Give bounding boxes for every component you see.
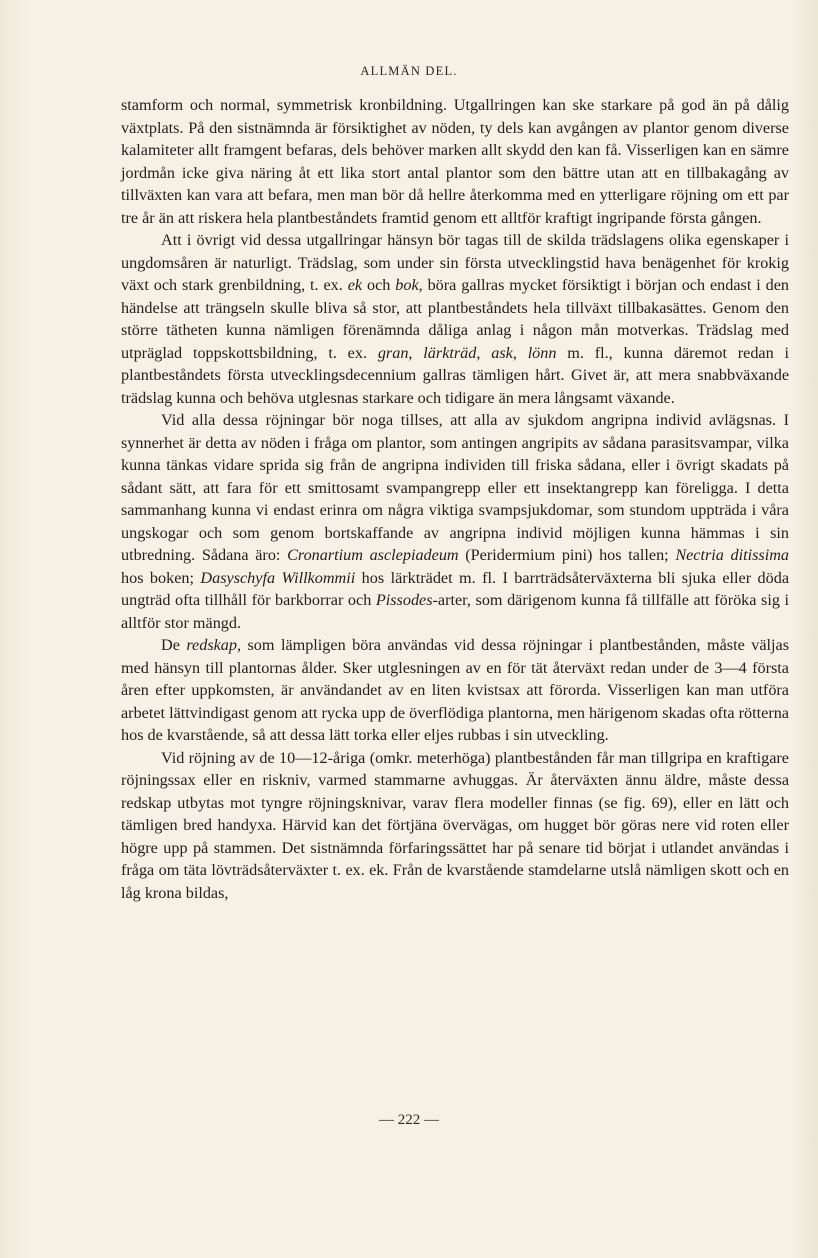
text-run: (Peridermium pini) hos tallen; bbox=[458, 546, 676, 564]
body-text bbox=[121, 94, 789, 904]
text-run: Att i övrigt vid dessa utgallringar hänsyn bör tagas till de skilda trädslagens olika egenskaper i ungdomsåren är naturligt. Trädslag, som under sin första utvecklingstid hava benägenhet för krokig växt och stark grenbildning, t. ex. bbox=[121, 231, 789, 294]
text-run: och bbox=[362, 276, 396, 294]
running-header: ALLMÄN DEL. bbox=[360, 64, 458, 78]
italic-term: ask bbox=[491, 343, 513, 362]
text-run: , bbox=[476, 343, 492, 362]
paragraph bbox=[121, 94, 789, 229]
text-run: hos boken; bbox=[121, 568, 201, 587]
italic-term: bok bbox=[395, 276, 419, 294]
text-run: m. fl., kunna däremot redan i plantbeståndets första utvecklingsdecennium gallras tämligen hårt. Givet är, att mera snabbväxande trädslag kunna och behöva utglesnas starkare och tidigare än mera långsamt växande. bbox=[121, 343, 790, 407]
page-number: — 222 — bbox=[379, 1112, 439, 1128]
paragraph bbox=[121, 229, 789, 409]
italic-term: Cronartium asclepiadeum bbox=[287, 546, 459, 564]
italic-term: lönn bbox=[527, 343, 557, 362]
text-run: , bbox=[408, 343, 424, 362]
italic-term: Nectria ditissima bbox=[675, 546, 790, 564]
paragraph bbox=[121, 409, 789, 634]
italic-term: lärkträd bbox=[423, 343, 477, 362]
italic-term: Dasyschyfa Willkommii bbox=[200, 568, 356, 587]
paragraph bbox=[121, 634, 789, 747]
italic-term: ek bbox=[347, 276, 363, 294]
text-run: stamform och normal, symmetrisk kronbildning. Utgallringen kan ske starkare på god än på dålig växtplats. På den sistnämnda är försiktighet av nöden, ty dels kan avgången av plantor genom diverse kalamiteter allt framgent befaras, dels behöver marken allt skydd den kan få. Visserligen kan en sämre jordmån icke giva näring åt ett lika stort antal plantor som den bättre utan att en tillbakagång av tillväxten kan vara att befara, men man bör då hellre återkomma med en ytterligare röjning om ett par tre år än att riskera hela plantbeståndets framtid genom ett alltför kraftigt ingripande första gången. bbox=[121, 96, 789, 227]
text-run: De bbox=[161, 636, 187, 654]
paragraph bbox=[121, 747, 789, 905]
text-run: , böra gallras mycket försiktigt i början och endast i den händelse att trängseln skulle bliva så stor, att plantbeståndets hela tillväxt tillbakasättes. Genom den större tätheten kunna nämligen förenämnda dåliga anlag i någon mån motverkas. Trädslag med utpräglad toppskottsbildning, t. ex. bbox=[121, 276, 789, 362]
text-run: Vid alla dessa röjningar bör noga tillses, att alla av sjukdom angripna individ avlägsnas. I synnerhet är detta av nöden i fråga om plantor, som antingen angripits av sådana parasitsvampar, vilka kunna tänkas vidare sprida sig från de angripna individen till friska sådana, eller i övrigt skadats på sådant sätt, att fara för ett smittosamt svampangrepp eller ett insektangrepp kan föreligga. I detta sammanhang kunna vi endast erinra om några viktiga svampsjukdomar, som stundom uppträda i våra ungskogar och som genom bortskaffande av angripna individ möjligen kunna hämmas i sin utbredning. Sådana äro: bbox=[121, 411, 789, 564]
italic-term: gran bbox=[377, 343, 409, 362]
text-run: hos lärkträdet m. fl. I barrträdsåterväxterna bli sjuka eller döda ungträd ofta tillhåll för barkborrar och bbox=[121, 568, 790, 609]
text-run: , som lämpligen böra användas vid dessa röjningar i plantbestånden, måste väljas med hänsyn till plantornas ålder. Sker utglesningen av en för tät återväxt redan under de 3—4 första åren efter uppkomsten, är användandet av en liten kvistsax att förorda. Visserligen kan man utföra arbetet lättvindigast genom att rycka upp de överflödiga plantorna, men härigenom skadas ofta rötterna hos de kvarstående, så att dessa lätt torka eller eljes rubbas i sin utveckling. bbox=[121, 636, 790, 744]
text-run: , bbox=[512, 343, 528, 362]
italic-term: redskap bbox=[186, 636, 237, 654]
text-run: -arter, som därigenom kunna få tillfälle att föröka sig i alltför stor mängd. bbox=[121, 591, 789, 632]
italic-term: Pissodes bbox=[375, 591, 433, 609]
text-run: Vid röjning av de 10—12-åriga (omkr. meterhöga) plantbestånden får man tillgripa en kraftigare röjningssax eller en riskniv, varmed stammarne avhuggas. Är återväxten ännu äldre, måste dessa redskap utbytas mot tyngre röjningsknivar, varav flera modeller finnas (se fig. 69), eller en lätt och tämligen bred handyxa. Härvid kan det förtjäna övervägas, om hugget bör göras nere vid roten eller högre upp på stammen. Det sistnämnda förfaringssättet har på senare tid börjat i utlandet användas i fråga om täta lövträdsåterväxter t. ex. ek. Från de kvarstående stamdelarne utslå nämligen skott och en låg krona bildas, bbox=[121, 748, 789, 902]
